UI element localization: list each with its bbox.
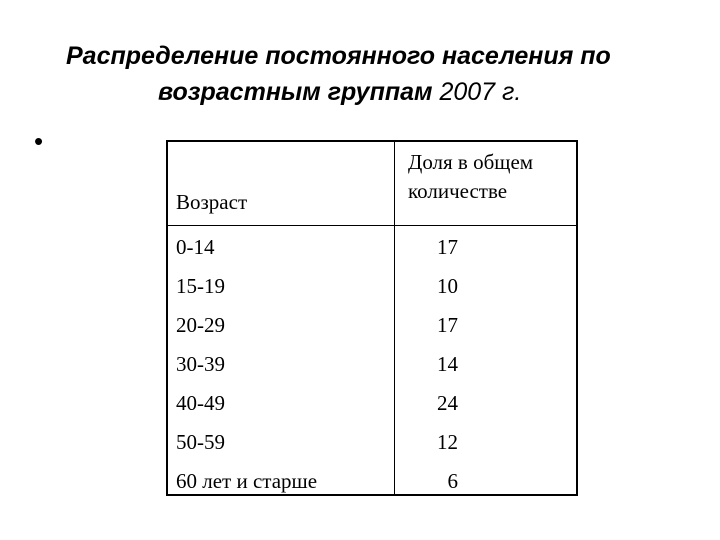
title-line-2-text: возрастным группам [158, 78, 433, 106]
share-cell: 10 [437, 274, 458, 298]
header-divider [168, 225, 576, 226]
header-share-line-2: количестве [408, 179, 508, 203]
share-cell: 17 [437, 313, 458, 337]
age-cell: 40-49 [176, 391, 225, 415]
title-line-1: Распределение постоянного населения по [66, 42, 611, 70]
age-distribution-table [166, 140, 578, 496]
share-cell: 12 [437, 430, 458, 454]
share-column [398, 232, 458, 505]
age-cell: 30-39 [176, 352, 225, 376]
header-share-line-1: Доля в общем [408, 150, 534, 174]
share-cell: 24 [437, 391, 458, 415]
bullet-point: • [34, 126, 44, 156]
age-cell: 0-14 [176, 235, 215, 259]
age-cell: 50-59 [176, 430, 225, 454]
header-share [408, 148, 533, 206]
header-age: Возраст [176, 190, 248, 214]
share-cell: 14 [437, 352, 458, 376]
title-line-2 [0, 74, 720, 110]
age-cell: 15-19 [176, 274, 225, 298]
slide-title [0, 38, 720, 110]
age-column [176, 232, 317, 505]
share-cell: 6 [447, 469, 458, 493]
share-cell: 17 [437, 235, 458, 259]
column-divider [394, 142, 395, 494]
title-year: 2007 г. [439, 78, 522, 106]
age-cell: 60 лет и старше [176, 469, 318, 493]
age-cell: 20-29 [176, 313, 225, 337]
